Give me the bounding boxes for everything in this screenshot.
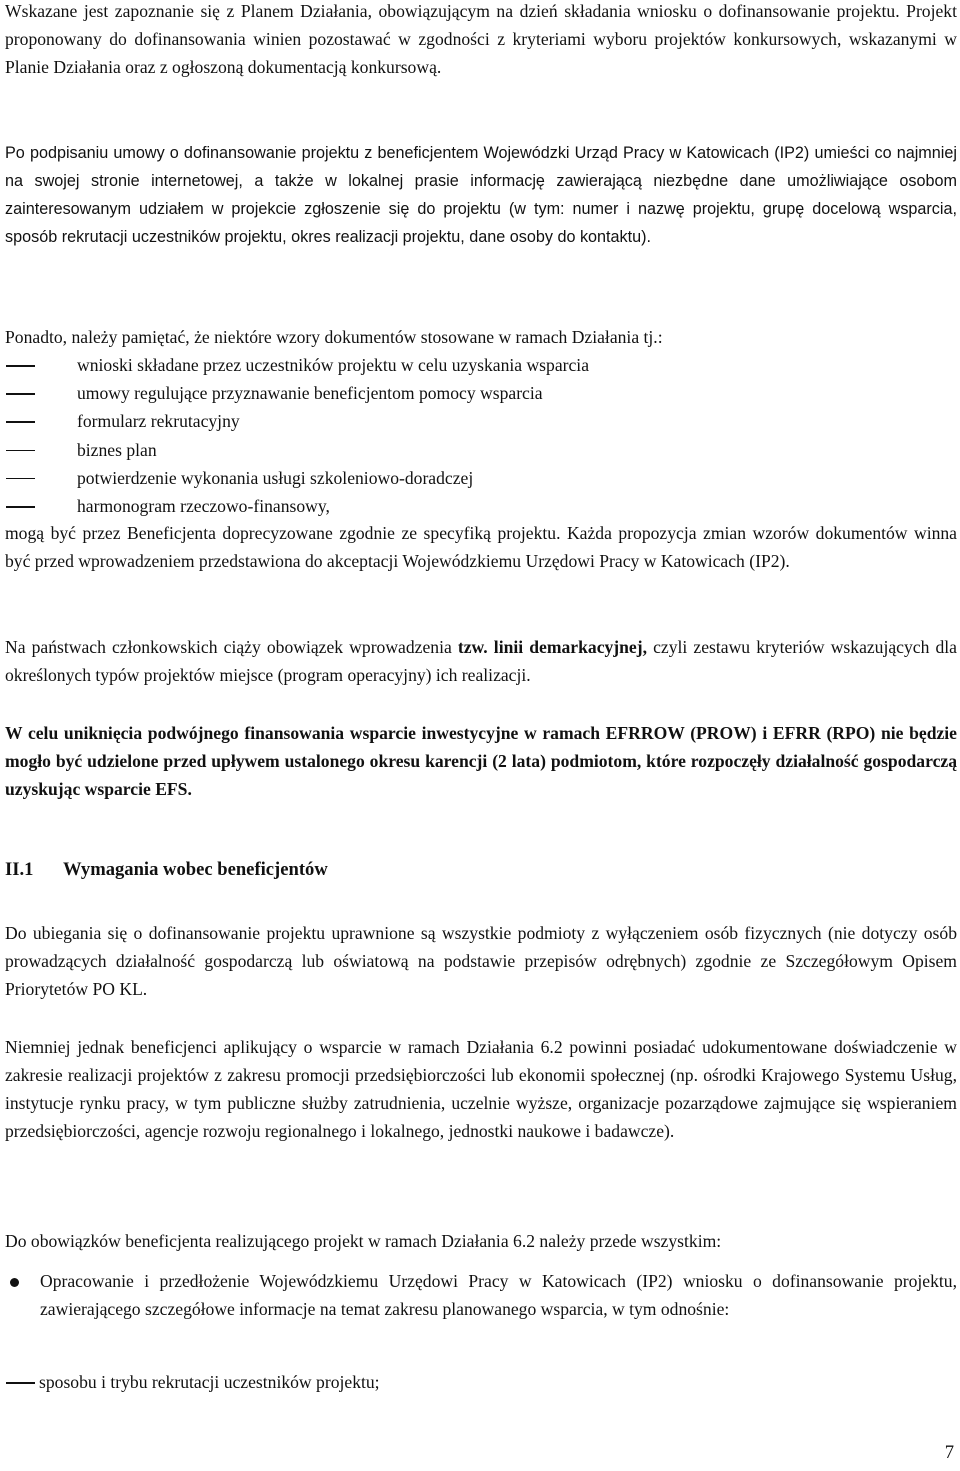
paragraph-obowiazki-intro: Do obowiązków beneficjenta realizującego projekt w ramach Działania 6.2 należy przede wszystkim:: [5, 1231, 722, 1251]
paragraph-uprawnione-podmioty: Do ubiegania się o dofinansowanie projektu uprawnione są wszystkie podmioty z wyłączeniem osób fizycznych (nie dotyczy osób prowadzących działalność gospodarczą lub oświatową na podstawie przepisów odrębnych) zgodnie ze Szczegółowym Opisem Priorytetów PO KL.: [5, 923, 957, 999]
document-templates-list: [5, 351, 957, 520]
list-item: harmonogram rzeczowo-finansowy,: [77, 496, 330, 517]
sub-list-item: sposobu i trybu rekrutacji uczestników projektu;: [39, 1372, 380, 1392]
paragraph-plan-dzialania: Wskazane jest zapoznanie się z Planem Działania, obowiązującym na dzień składania wniosku o dofinansowanie projektu. Projekt proponowany do dofinansowania winien pozostawać w zgodności z kryteriami wyboru projektów konkursowych, wskazanymi w Planie Działania oraz z ogłoszoną dokumentacją konkursową.: [5, 1, 957, 77]
list-item: wnioski składane przez uczestników projektu w celu uzyskania wsparcia: [77, 355, 589, 375]
list-item: Opracowanie i przedłożenie Wojewódzkiemu Urzędowi Pracy w Katowicach (IP2) wniosku o dofinansowanie projektu, zawierającego szczegółowe informacje na temat zakresu planowanego wsparcia, w tym odnośnie:: [5, 1268, 957, 1324]
section-title: Wymagania wobec beneficjentów: [63, 859, 328, 880]
page-number: 7: [944, 1442, 954, 1463]
demarcation-term: tzw. linii demarkacyjnej,: [457, 637, 648, 657]
paragraph-linia-demarkacyjna: Na państwach członkowskich ciąży obowiązek wprowadzenia tzw. linii demarkacyjnej, czyli zestawu kryteriów wskazujących dla określonych typów projektów miejsce (program operacyjny) ich realizacji.: [5, 637, 957, 685]
section-heading: [5, 856, 957, 884]
paragraph-podwojne-finansowanie: W celu uniknięcia podwójnego finansowania wsparcie inwestycyjne w ramach EFRROW (PROW) i EFRR (RPO) nie będzie mogło być udzielone przed upływem ustalonego okresu karencji (2 lata) podmiotom, które rozpoczęły działalność gospodarczą uzyskując wsparcie EFS.: [5, 723, 957, 799]
list-item: formularz rekrutacyjny: [77, 411, 240, 432]
paragraph-umowa-publikacja: Po podpisaniu umowy o dofinansowanie projektu z beneficjentem Wojewódzki Urząd Pracy w Katowicach (IP2) umieści co najmniej na swojej stronie internetowej, a także w lokalnej prasie informację zawierającą niezbędne dane umożliwiające osobom zainteresowanym udziałem w projekcie zgłoszenie się do projektu (w tym: numer i nazwę projektu, grupę docelową wsparcia, sposób rekrutacji uczestników projektu, okres realizacji projektu, dane osoby do kontaktu).: [5, 144, 957, 246]
list-item: umowy regulujące przyznawanie beneficjentom pomocy wsparcia: [77, 383, 543, 404]
section-number: II.1: [5, 859, 34, 880]
paragraph-doswiadczenie: Niemniej jednak beneficjenci aplikujący o wsparcie w ramach Działania 6.2 powinni posiadać udokumentowane doświadczenie w zakresie realizacji projektów z zakresu promocji przedsiębiorczości lub ekonomii społecznej (np. ośrodki Krajowego Systemu Usług, instytucje rynku pracy, w tym publiczne służby zatrudnienia, uczelnie wyższe, organizacje pozarządowe zajmujące się wspieraniem przedsiębiorczości, agencje rozwoju regionalnego i lokalnego, jednostki naukowe i badawcze).: [5, 1037, 957, 1141]
list-item: biznes plan: [77, 439, 157, 460]
paragraph-wzory-outro: mogą być przez Beneficjenta doprecyzowane zgodnie ze specyfiką projektu. Każda propozycja zmian wzorów dokumentów winna być przed wprowadzeniem przedstawiona do akceptacji Wojewódzkiemu Urzędowi Pracy w Katowicach (IP2).: [5, 523, 957, 571]
obligations-list: [5, 1268, 957, 1324]
bullet-icon: [10, 1278, 19, 1287]
paragraph-wzory-intro: Ponadto, należy pamiętać, że niektóre wzory dokumentów stosowane w ramach Działania tj.:: [5, 327, 663, 347]
list-item: potwierdzenie wykonania usługi szkoleniowo-doradczej: [77, 467, 474, 488]
